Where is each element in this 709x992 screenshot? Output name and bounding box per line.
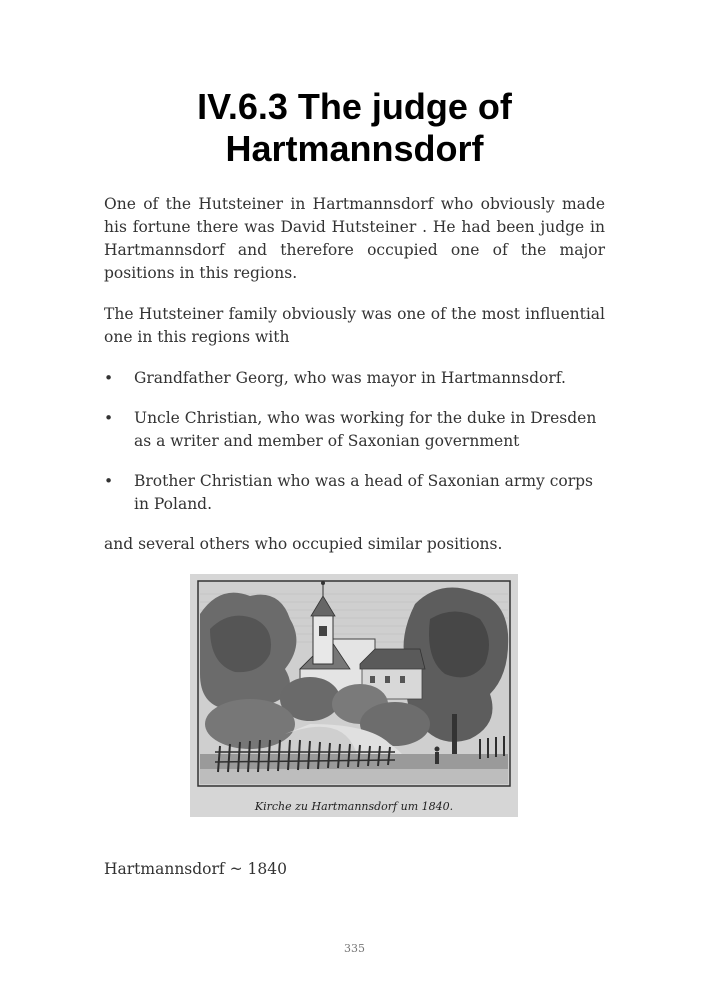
page-number: 335 bbox=[344, 942, 365, 955]
list-item: • Uncle Christian, who was working for the duke in Dresden as a writer and member of Saxonian government bbox=[104, 407, 605, 453]
list-item: • Brother Christian who was a head of Saxonian army corps in Poland. bbox=[104, 470, 605, 516]
figure-caption: Hartmannsdorf ~ 1840 bbox=[104, 860, 287, 878]
paragraph-intro: One of the Hutsteiner in Hartmannsdorf who obviously made his fortune there was David Hutsteiner . He had been judge in Hartmannsdorf and therefore occupied one of the major positions in this regions. bbox=[104, 195, 605, 282]
illustration-inscription: Kirche zu Hartmannsdorf um 1840. bbox=[254, 800, 454, 813]
page-title: IV.6.3 The judge of Hartmannsdorf bbox=[197, 86, 512, 169]
relatives-list bbox=[104, 367, 605, 533]
paragraph-family: The Hutsteiner family obviously was one of the most influential one in this regions with bbox=[104, 305, 605, 346]
church-illustration bbox=[190, 574, 518, 817]
list-item: • Grandfather Georg, who was mayor in Hartmannsdorf. bbox=[104, 367, 605, 390]
paragraph-closing: and several others who occupied similar positions. bbox=[104, 535, 503, 553]
